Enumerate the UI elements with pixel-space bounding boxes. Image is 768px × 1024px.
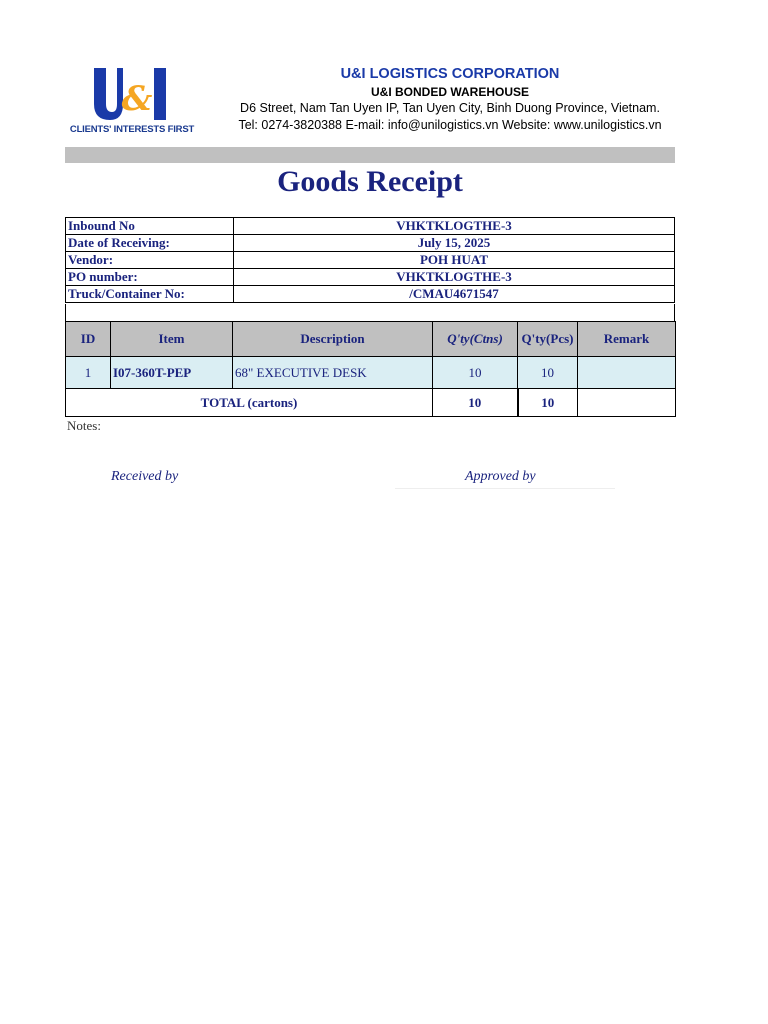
info-row-truck (66, 286, 675, 303)
cell-id: 1 (66, 357, 111, 389)
col-header-remark: Remark (578, 322, 676, 357)
total-qty-ctns: 10 (433, 389, 518, 417)
approved-by-label: Approved by (465, 469, 536, 484)
company-logo (66, 66, 198, 138)
total-label: TOTAL (cartons) (66, 389, 433, 417)
info-label: Truck/Container No: (66, 286, 234, 303)
items-header-row (66, 322, 676, 357)
info-value: VHKTKLOGTHE-3 (234, 269, 675, 286)
table-spacer (65, 304, 675, 321)
header-divider-bar (65, 147, 675, 163)
warehouse-name: U&I BONDED WAREHOUSE (370, 85, 529, 99)
notes-label: Notes: (67, 418, 101, 433)
company-name: U&I LOGISTICS CORPORATION (340, 66, 560, 82)
table-row (66, 357, 676, 389)
total-qty-pcs: 10 (518, 389, 578, 417)
svg-text:&: & (121, 79, 153, 119)
logo-tagline: CLIENTS' INTERESTS FIRST (69, 124, 195, 135)
company-contact: Tel: 0274-3820388 E-mail: info@unilogistics.vn Website: www.unilogistics.vn (238, 118, 662, 132)
cell-qty-ctns: 10 (433, 357, 518, 389)
info-label: PO number: (66, 269, 234, 286)
col-header-qty-ctns: Q'ty(Ctns) (433, 322, 518, 357)
received-by-label: Received by (111, 469, 179, 484)
info-label: Vendor: (66, 252, 234, 269)
logo-mark-icon (90, 66, 174, 122)
total-row (66, 389, 676, 417)
document-title: Goods Receipt (277, 165, 463, 198)
info-value: /CMAU4671547 (234, 286, 675, 303)
cell-qty-pcs: 10 (518, 357, 578, 389)
col-header-description: Description (233, 322, 433, 357)
col-header-item: Item (111, 322, 233, 357)
info-row-inbound (66, 218, 675, 235)
info-label: Inbound No (66, 218, 234, 235)
info-label: Date of Receiving: (66, 235, 234, 252)
total-remark (578, 389, 676, 417)
info-row-po (66, 269, 675, 286)
cell-description: 68" EXECUTIVE DESK (233, 357, 433, 389)
receipt-info-table (65, 217, 675, 303)
info-value: POH HUAT (234, 252, 675, 269)
col-header-id: ID (66, 322, 111, 357)
cell-remark (578, 357, 676, 389)
info-row-date (66, 235, 675, 252)
items-table (65, 321, 676, 417)
info-row-vendor (66, 252, 675, 269)
cell-item: I07-360T-PEP (111, 357, 233, 389)
company-address: D6 Street, Nam Tan Uyen IP, Tan Uyen City, Binh Duong Province, Vietnam. (240, 101, 660, 115)
info-value: July 15, 2025 (234, 235, 675, 252)
company-header (230, 64, 670, 134)
signature-line (395, 488, 615, 489)
info-value: VHKTKLOGTHE-3 (234, 218, 675, 235)
col-header-qty-pcs: Q'ty(Pcs) (518, 322, 578, 357)
